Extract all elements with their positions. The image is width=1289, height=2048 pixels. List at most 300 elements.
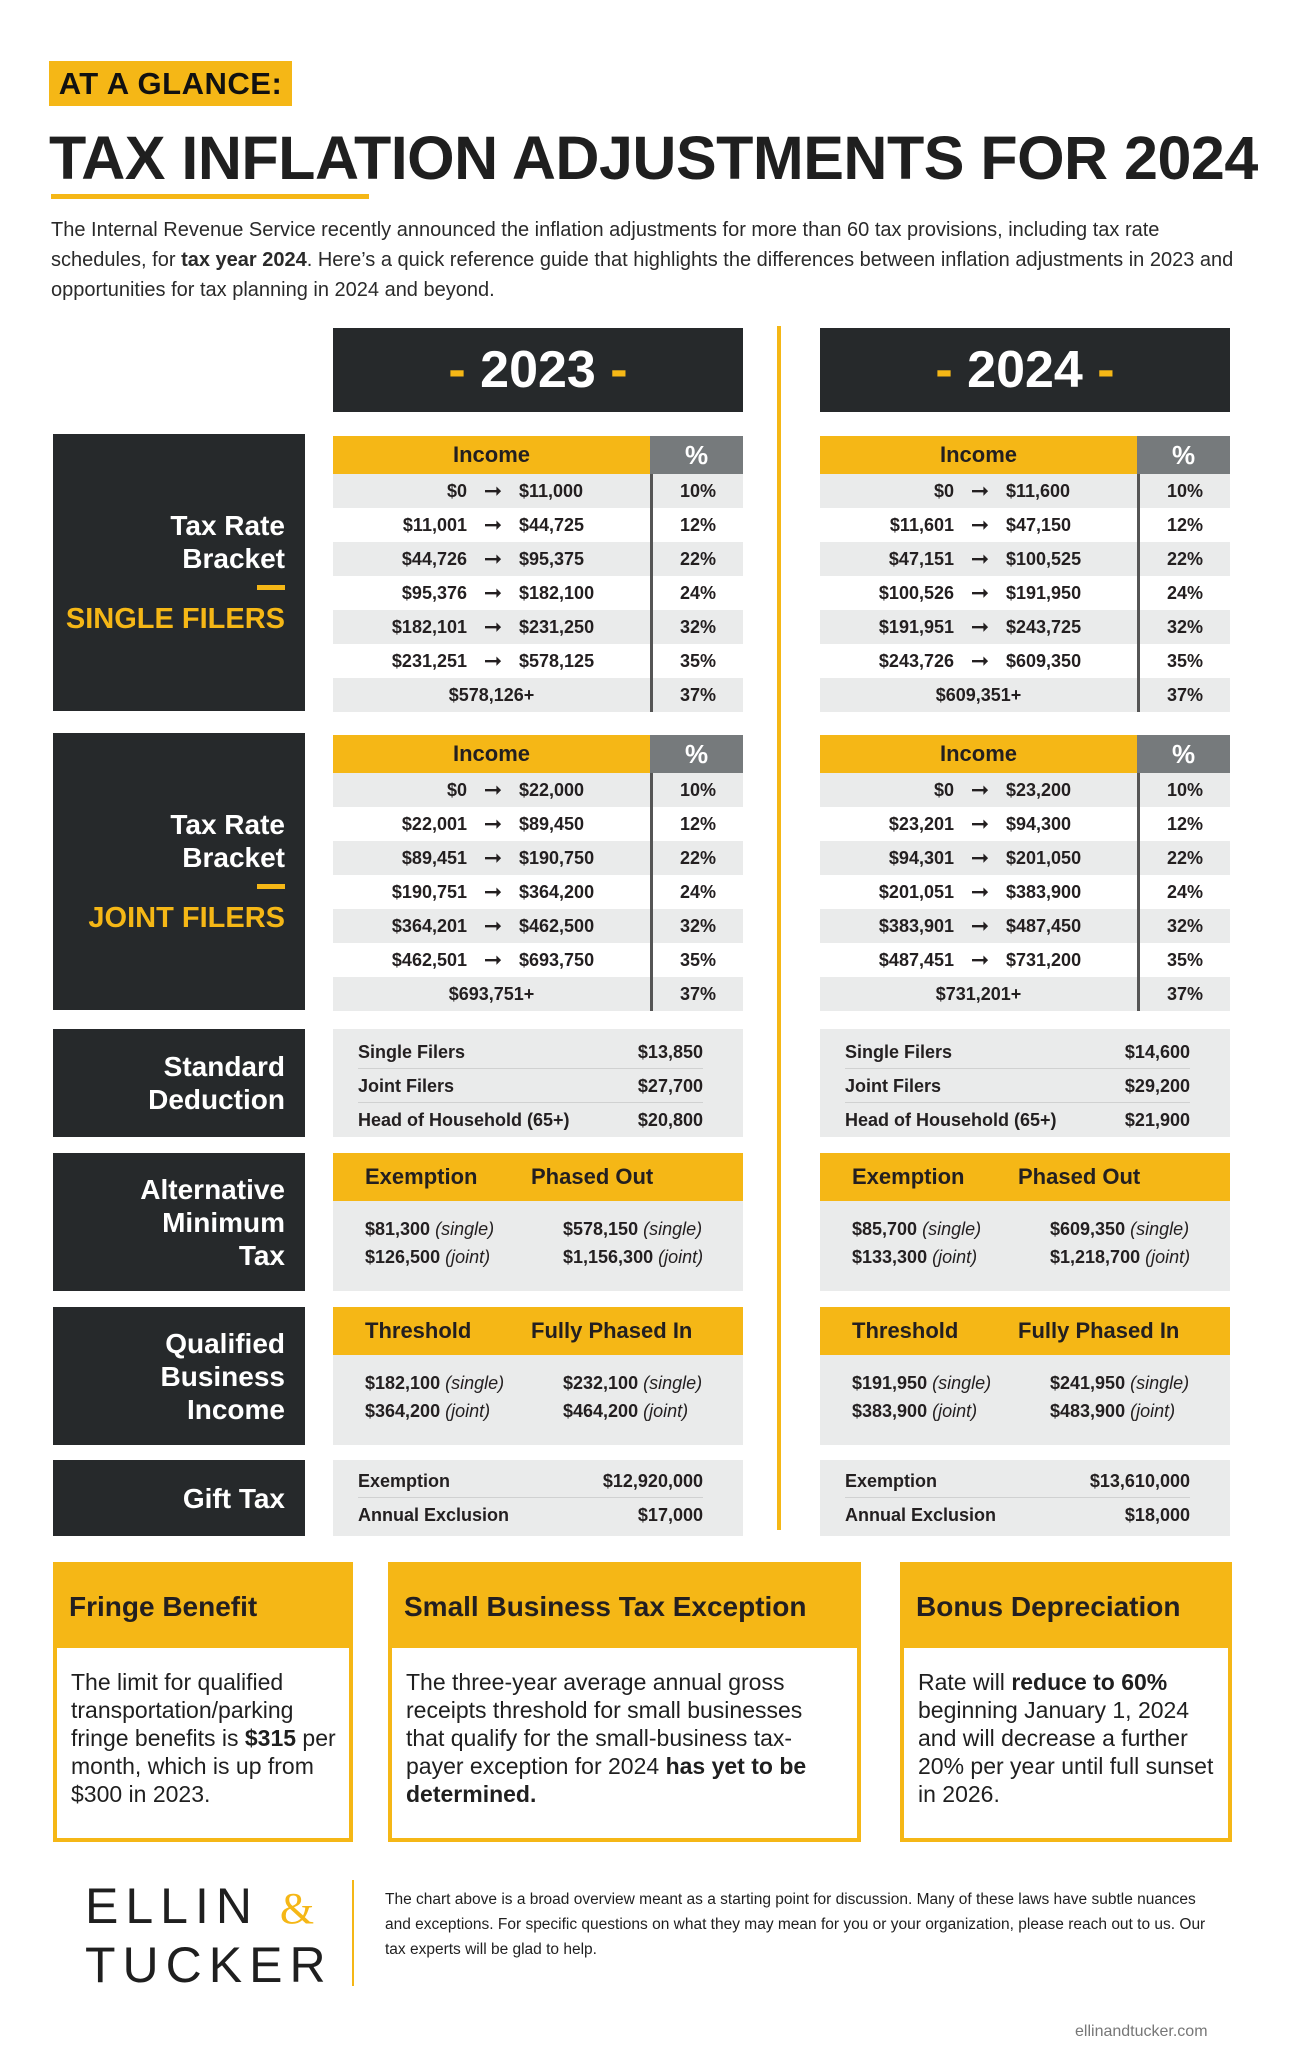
bracket-high: $22,000	[519, 779, 585, 800]
arrow-right-icon: ➞	[483, 512, 503, 537]
bracket-low: $190,751	[391, 881, 467, 902]
bracket-high: $191,950	[1006, 582, 1082, 603]
amt-joint-line	[365, 1243, 743, 1271]
joint-2023-table	[333, 735, 743, 1011]
bracket-row	[820, 807, 1230, 841]
arrow-right-icon: ➞	[970, 512, 990, 537]
bracket-row	[820, 875, 1230, 909]
col-phased-out: Phased Out	[531, 1164, 654, 1189]
value: $383,900	[852, 1401, 928, 1421]
bracket-row	[333, 542, 743, 576]
tag: (joint)	[445, 1247, 491, 1267]
value: $1,218,700	[1050, 1247, 1141, 1267]
bracket-rate: 24%	[1137, 875, 1230, 909]
bracket-rate: 35%	[650, 644, 743, 678]
bracket-rate: 37%	[650, 678, 743, 712]
bracket-rate: 32%	[650, 909, 743, 943]
logo-line-2: TUCKER	[85, 1937, 333, 1993]
bracket-rate: 35%	[1137, 644, 1230, 678]
row-name: Head of Household (65+)	[358, 1110, 570, 1130]
small-business-box	[388, 1562, 861, 1842]
arrow-right-icon: ➞	[483, 879, 503, 904]
income-header: Income	[820, 735, 1137, 773]
label-line-3: Income	[186, 1393, 285, 1425]
row-name: Annual Exclusion	[845, 1505, 997, 1525]
table-header	[820, 436, 1230, 474]
arrow-right-icon: ➞	[970, 614, 990, 639]
amt-2024	[820, 1153, 1230, 1291]
single-2023-table	[333, 436, 743, 712]
qbi-2024	[820, 1307, 1230, 1445]
label-line-2: Minimum	[162, 1206, 285, 1238]
label-line-1: Tax Rate	[170, 510, 285, 541]
amt-body	[820, 1201, 1230, 1291]
qbi-joint-line	[852, 1397, 1230, 1425]
tag: (single)	[932, 1373, 992, 1393]
label-accent-bar	[257, 884, 285, 889]
bracket-low: $191,951	[878, 616, 954, 637]
list-row	[358, 1035, 703, 1069]
bracket-rate: 24%	[650, 875, 743, 909]
box-bold: reduce to 60%	[1011, 1669, 1168, 1695]
bracket-high: $44,725	[519, 514, 585, 535]
bracket-rate: 24%	[650, 576, 743, 610]
list-row	[358, 1103, 703, 1137]
bracket-rate: 37%	[1137, 678, 1230, 712]
value: $232,100	[563, 1373, 639, 1393]
col-fully-phased-in: Fully Phased In	[531, 1318, 693, 1343]
joint-2024-table	[820, 735, 1230, 1011]
percent-header: %	[650, 735, 743, 773]
bracket-rate: 12%	[1137, 807, 1230, 841]
logo-ampersand: &	[279, 1884, 315, 1933]
arrow-right-icon: ➞	[970, 580, 990, 605]
list-row	[845, 1069, 1190, 1103]
page-title: TAX INFLATION ADJUSTMENTS FOR 2024	[49, 124, 1258, 192]
bracket-row	[820, 773, 1230, 807]
bracket-row	[333, 773, 743, 807]
bracket-low: $487,451	[878, 949, 954, 970]
row-value: $13,850	[637, 1042, 703, 1062]
value: $182,100	[365, 1373, 441, 1393]
bracket-rate: 32%	[1137, 909, 1230, 943]
bracket-high: $182,100	[519, 582, 595, 603]
value: $191,950	[852, 1373, 928, 1393]
tag: (joint)	[1130, 1401, 1176, 1421]
bracket-high: $94,300	[1006, 813, 1072, 834]
ellin-tucker-logo	[85, 1878, 333, 1993]
tag: (single)	[1130, 1219, 1190, 1239]
dash-right: -	[1097, 341, 1115, 399]
income-header: Income	[333, 735, 650, 773]
tag: (single)	[445, 1373, 505, 1393]
label-sub: SINGLE FILERS	[65, 603, 285, 635]
dash-left: -	[448, 341, 466, 399]
bracket-row	[820, 610, 1230, 644]
label-line-1: Gift Tax	[182, 1482, 285, 1514]
at-a-glance-tag: AT A GLANCE:	[49, 61, 292, 106]
bracket-low: $383,901	[878, 915, 954, 936]
bracket-high: $383,900	[1006, 881, 1082, 902]
bracket-low: $243,726	[878, 650, 954, 671]
arrow-right-icon: ➞	[483, 913, 503, 938]
table-header	[333, 735, 743, 773]
row-name: Single Filers	[358, 1042, 466, 1062]
row-name: Single Filers	[845, 1042, 953, 1062]
bracket-row	[333, 875, 743, 909]
row-value: $13,610,000	[1089, 1471, 1190, 1491]
amt-single-line	[365, 1215, 743, 1243]
bracket-low: $95,376	[401, 582, 467, 603]
bracket-rate: 10%	[1137, 474, 1230, 508]
arrow-right-icon: ➞	[970, 777, 990, 802]
label-accent-bar	[257, 585, 285, 590]
bracket-rate: 32%	[1137, 610, 1230, 644]
bracket-rate: 22%	[1137, 542, 1230, 576]
bracket-rate: 10%	[650, 474, 743, 508]
label-qbi	[53, 1307, 305, 1445]
label-sub: JOINT FILERS	[88, 902, 285, 934]
bracket-row	[820, 678, 1230, 712]
bracket-low: $0	[446, 480, 467, 501]
col-fully-phased-in: Fully Phased In	[1018, 1318, 1180, 1343]
box-text: Rate will	[918, 1669, 1012, 1695]
bracket-rate: 12%	[650, 807, 743, 841]
col-exemption: Exemption	[365, 1164, 478, 1189]
bracket-row	[820, 841, 1230, 875]
bracket-high: $578,125	[519, 650, 595, 671]
qbi-single-line	[852, 1369, 1230, 1397]
col-phased-out: Phased Out	[1018, 1164, 1141, 1189]
bracket-low: $100,526	[878, 582, 954, 603]
arrow-right-icon: ➞	[483, 580, 503, 605]
arrow-right-icon: ➞	[483, 947, 503, 972]
bracket-rate: 37%	[1137, 977, 1230, 1011]
bracket-low: $89,451	[401, 847, 467, 868]
bracket-high: $201,050	[1006, 847, 1082, 868]
label-joint-filers	[53, 733, 305, 1010]
value: $81,300	[365, 1219, 431, 1239]
col-threshold: Threshold	[365, 1318, 472, 1343]
row-value: $12,920,000	[602, 1471, 703, 1491]
year-2023-header	[333, 328, 743, 412]
box-bold: $315	[244, 1725, 297, 1751]
bracket-row	[820, 943, 1230, 977]
bracket-row	[333, 644, 743, 678]
bracket-row	[820, 576, 1230, 610]
label-line-3: Tax	[238, 1239, 285, 1271]
gift-tax-2024	[820, 1460, 1230, 1536]
dash-left: -	[935, 341, 953, 399]
single-2024-table	[820, 436, 1230, 712]
standard-deduction-2024	[820, 1029, 1230, 1137]
bracket-low: $94,301	[888, 847, 954, 868]
bracket-low: $201,051	[878, 881, 954, 902]
bracket-low: $0	[933, 779, 954, 800]
label-amt	[53, 1153, 305, 1291]
tag: (single)	[643, 1219, 703, 1239]
label-single-filers	[53, 434, 305, 711]
bracket-high: $47,150	[1006, 514, 1072, 535]
bracket-rate: 12%	[1137, 508, 1230, 542]
row-name: Exemption	[358, 1471, 451, 1491]
bracket-high: $487,450	[1006, 915, 1082, 936]
label-line-2: Bracket	[182, 842, 285, 873]
label-line-1: Tax Rate	[170, 809, 285, 840]
tag: (joint)	[445, 1401, 491, 1421]
row-name: Joint Filers	[845, 1076, 942, 1096]
bracket-row	[333, 610, 743, 644]
list-row	[845, 1103, 1190, 1137]
bracket-high: $23,200	[1006, 779, 1072, 800]
arrow-right-icon: ➞	[483, 614, 503, 639]
bracket-top-range: $609,351+	[935, 684, 1022, 705]
row-value: $21,900	[1124, 1110, 1190, 1130]
value: $126,500	[365, 1247, 441, 1267]
value: $241,950	[1050, 1373, 1126, 1393]
arrow-right-icon: ➞	[970, 879, 990, 904]
arrow-right-icon: ➞	[970, 845, 990, 870]
bracket-top-range: $578,126+	[448, 684, 535, 705]
bracket-low: $231,251	[391, 650, 467, 671]
box-body	[57, 1648, 349, 1808]
box-bold: has yet to be determined.	[406, 1753, 807, 1807]
list-row	[358, 1464, 703, 1498]
bracket-rate: 10%	[1137, 773, 1230, 807]
arrow-right-icon: ➞	[483, 478, 503, 503]
arrow-right-icon: ➞	[483, 845, 503, 870]
bracket-low: $47,151	[888, 548, 954, 569]
bracket-high: $243,725	[1006, 616, 1082, 637]
row-name: Exemption	[845, 1471, 938, 1491]
tag: (single)	[643, 1373, 703, 1393]
box-title: Small Business Tax Exception	[392, 1566, 857, 1648]
bracket-rate: 24%	[1137, 576, 1230, 610]
bracket-low: $364,201	[391, 915, 467, 936]
amt-joint-line	[852, 1243, 1230, 1271]
label-standard-deduction	[53, 1029, 305, 1137]
arrow-right-icon: ➞	[970, 947, 990, 972]
income-header: Income	[820, 436, 1137, 474]
label-line-1: Qualified	[165, 1327, 285, 1359]
tag: (single)	[1130, 1373, 1190, 1393]
bracket-low: $0	[446, 779, 467, 800]
bracket-high: $11,000	[519, 480, 584, 501]
bracket-row	[333, 807, 743, 841]
value: $609,350	[1050, 1219, 1126, 1239]
tag: (single)	[435, 1219, 495, 1239]
bracket-rate: 22%	[1137, 841, 1230, 875]
box-body	[392, 1648, 857, 1808]
tag: (single)	[922, 1219, 982, 1239]
table-header	[333, 436, 743, 474]
bracket-high: $609,350	[1006, 650, 1082, 671]
bracket-rate: 35%	[1137, 943, 1230, 977]
tag: (joint)	[932, 1247, 978, 1267]
list-row	[845, 1498, 1190, 1532]
intro-bold: tax year 2024	[181, 249, 307, 271]
label-line-2: Deduction	[148, 1084, 285, 1115]
bracket-rate: 22%	[650, 841, 743, 875]
bracket-row	[333, 576, 743, 610]
box-title: Fringe Benefit	[57, 1566, 349, 1648]
arrow-right-icon: ➞	[970, 913, 990, 938]
bracket-high: $95,375	[519, 548, 585, 569]
qbi-body	[820, 1355, 1230, 1445]
bracket-row	[820, 542, 1230, 576]
bracket-row	[333, 508, 743, 542]
bracket-rate: 32%	[650, 610, 743, 644]
year-divider-line	[777, 326, 781, 1530]
bracket-rate: 37%	[650, 977, 743, 1011]
label-line-2: Business	[160, 1360, 285, 1392]
qbi-joint-line	[365, 1397, 743, 1425]
tag: (joint)	[643, 1401, 689, 1421]
bracket-high: $693,750	[519, 949, 595, 970]
bracket-row	[333, 943, 743, 977]
row-name: Joint Filers	[358, 1076, 455, 1096]
box-text: beginning January 1, 2024 and will decrease a further 20% per year until full sunset in 2026.	[918, 1697, 1214, 1807]
bracket-low: $44,726	[401, 548, 467, 569]
col-exemption: Exemption	[852, 1164, 965, 1189]
arrow-right-icon: ➞	[970, 648, 990, 673]
percent-header: %	[1137, 436, 1230, 474]
box-text: per month, which is up from $300 in 2023.	[71, 1725, 336, 1807]
bracket-row	[333, 841, 743, 875]
bracket-row	[820, 474, 1230, 508]
list-row	[358, 1498, 703, 1532]
label-line-1: Alternative	[140, 1173, 285, 1205]
bracket-high: $231,250	[519, 616, 595, 637]
bracket-row	[820, 644, 1230, 678]
bracket-high: $11,600	[1006, 480, 1071, 501]
bracket-low: $23,201	[888, 813, 954, 834]
box-text: The three-year average annual gross receipts threshold for small businesses that qualify for the small-business tax-payer exception for 2024	[406, 1669, 803, 1779]
bracket-row	[333, 977, 743, 1011]
arrow-right-icon: ➞	[483, 811, 503, 836]
percent-header: %	[1137, 735, 1230, 773]
tag: (joint)	[932, 1401, 978, 1421]
qbi-2023	[333, 1307, 743, 1445]
list-row	[358, 1069, 703, 1103]
bracket-high: $731,200	[1006, 949, 1082, 970]
bracket-high: $462,500	[519, 915, 595, 936]
percent-header: %	[650, 436, 743, 474]
bracket-rate: 12%	[650, 508, 743, 542]
title-underline	[51, 194, 369, 199]
bracket-row	[333, 678, 743, 712]
dash-right: -	[610, 341, 628, 399]
bracket-low: $11,001	[402, 514, 467, 535]
bracket-rate: 35%	[650, 943, 743, 977]
tag: (joint)	[1145, 1247, 1191, 1267]
bracket-high: $100,525	[1006, 548, 1082, 569]
bracket-low: $182,101	[391, 616, 467, 637]
arrow-right-icon: ➞	[483, 648, 503, 673]
table-header	[820, 735, 1230, 773]
arrow-right-icon: ➞	[483, 777, 503, 802]
value: $483,900	[1050, 1401, 1126, 1421]
list-row	[845, 1464, 1190, 1498]
qbi-header	[333, 1307, 743, 1355]
bracket-low: $11,601	[889, 514, 954, 535]
label-line-1: Standard	[163, 1051, 285, 1082]
row-name: Annual Exclusion	[358, 1505, 510, 1525]
tag: (joint)	[658, 1247, 704, 1267]
year-2024-header	[820, 328, 1230, 412]
income-header: Income	[333, 436, 650, 474]
website-url[interactable]: ellinandtucker.com	[1075, 2023, 1208, 2040]
row-value: $29,200	[1124, 1076, 1190, 1096]
list-row	[845, 1035, 1190, 1069]
bracket-high: $190,750	[519, 847, 595, 868]
bracket-row	[820, 909, 1230, 943]
qbi-single-line	[365, 1369, 743, 1397]
box-title: Bonus Depreciation	[904, 1566, 1228, 1648]
box-body	[904, 1648, 1228, 1808]
label-gift-tax	[53, 1460, 305, 1536]
row-value: $20,800	[637, 1110, 703, 1130]
row-name: Head of Household (65+)	[845, 1110, 1057, 1130]
amt-body	[333, 1201, 743, 1291]
value: $85,700	[852, 1219, 918, 1239]
value: $1,156,300	[563, 1247, 654, 1267]
row-value: $14,600	[1124, 1042, 1190, 1062]
bracket-row	[333, 474, 743, 508]
year-2023-label: 2023	[480, 341, 596, 399]
bracket-row	[820, 508, 1230, 542]
amt-single-line	[852, 1215, 1230, 1243]
bracket-row	[820, 977, 1230, 1011]
col-threshold: Threshold	[852, 1318, 959, 1343]
amt-2023	[333, 1153, 743, 1291]
bracket-row	[333, 909, 743, 943]
bracket-top-range: $731,201+	[935, 983, 1022, 1004]
bracket-high: $89,450	[519, 813, 585, 834]
intro-text-2: . Here’s a quick reference guide that highlights the differences between inflation adjustments in 2023 and opportunities for tax planning in 2024 and beyond.	[51, 249, 1234, 301]
amt-header	[333, 1153, 743, 1201]
year-2024-label: 2024	[967, 341, 1083, 399]
arrow-right-icon: ➞	[970, 811, 990, 836]
row-value: $18,000	[1124, 1505, 1190, 1525]
arrow-right-icon: ➞	[483, 546, 503, 571]
bonus-depreciation-box	[900, 1562, 1232, 1842]
intro-paragraph	[51, 215, 1246, 305]
gift-tax-2023	[333, 1460, 743, 1536]
bracket-high: $364,200	[519, 881, 595, 902]
label-line-2: Bracket	[182, 543, 285, 574]
bracket-rate: 22%	[650, 542, 743, 576]
row-value: $27,700	[637, 1076, 703, 1096]
bracket-rate: 10%	[650, 773, 743, 807]
arrow-right-icon: ➞	[970, 546, 990, 571]
intro-text-1: The Internal Revenue Service recently announced the inflation adjustments for more than 60 tax provisions, including tax rate schedules, for	[51, 219, 1160, 271]
value: $578,150	[563, 1219, 639, 1239]
amt-header	[820, 1153, 1230, 1201]
bracket-low: $22,001	[401, 813, 467, 834]
qbi-header	[820, 1307, 1230, 1355]
standard-deduction-2023	[333, 1029, 743, 1137]
bracket-low: $0	[933, 480, 954, 501]
qbi-body	[333, 1355, 743, 1445]
logo-line-1: ELLIN	[85, 1878, 259, 1934]
value: $364,200	[365, 1401, 441, 1421]
box-text: The limit for qualified transportation/parking fringe benefits is	[71, 1669, 294, 1751]
row-value: $17,000	[637, 1505, 703, 1525]
bracket-low: $462,501	[391, 949, 467, 970]
bracket-top-range: $693,751+	[448, 983, 535, 1004]
fringe-benefit-box	[53, 1562, 353, 1842]
